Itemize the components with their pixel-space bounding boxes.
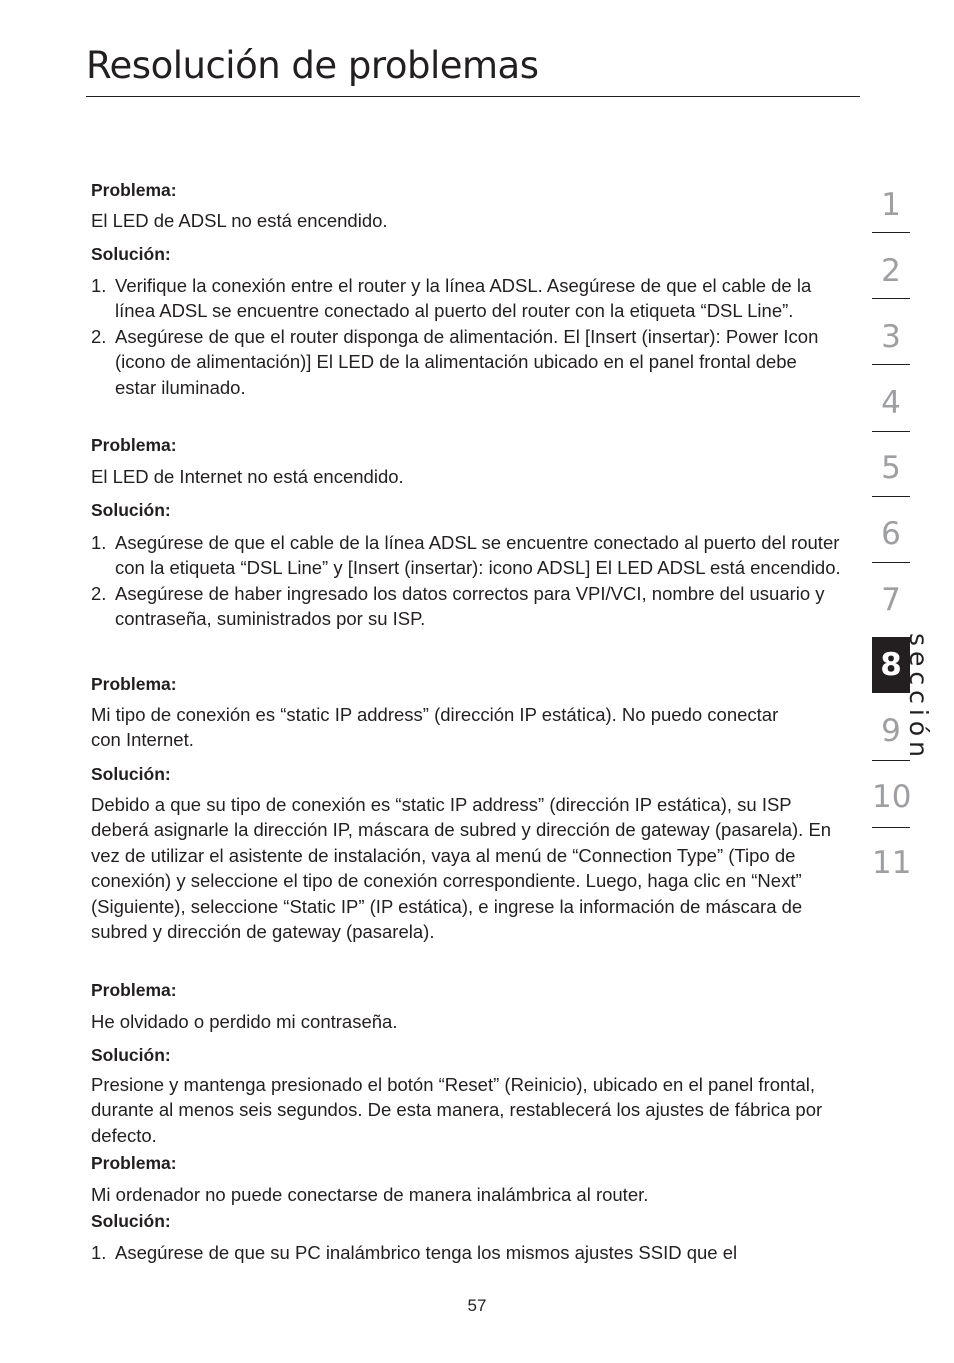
section-tab-1[interactable]: 1 [881,187,901,223]
problem-text: Mi ordenador no puede conectarse de manera inalámbrica al router. [91,1184,649,1205]
solution-list [91,530,851,632]
solution-label: Solución: [91,764,171,784]
solution-list [91,273,851,400]
list-item: 1. Verifique la conexión entre el router y la línea ADSL. Asegúrese de que el cable de la línea ADSL se encuentre conectado al puerto del router con la etiqueta “DSL Line”. [91,275,812,322]
section-tab-4[interactable]: 4 [881,385,901,421]
section-divider [872,562,910,563]
solution-label: Solución: [91,1045,171,1065]
problem-label: Problema: [91,180,177,200]
list-item: 1. Asegúrese de que su PC inalámbrico tenga los mismos ajustes SSID que el [91,1242,738,1263]
section-divider [872,298,910,299]
section-tab-11[interactable]: 11 [872,845,912,881]
problem-text: El LED de Internet no está encendido. [91,466,404,487]
solution-text: Debido a que su tipo de conexión es “static IP address” (dirección IP estática), su ISP deberá asignarle la dirección IP, máscara de subred y dirección de gateway (pasarela). En vez de utilizar el asistente de instalación, vaya al menú de “Connection Type” (Tipo de conexión) y seleccione el tipo de conexión correspondiente. Luego, haga clic en “Next” (Siguiente), seleccione “Static IP” (IP estática), e ingrese la información de máscara de subred y dirección de gateway (pasarela). [91,794,832,943]
section-divider [872,431,910,432]
list-item: 2. Asegúrese de haber ingresado los datos correctos para VPI/VCI, nombre del usuario y contraseña, suministrados por su ISP. [91,582,825,630]
solution-text: Presione y mantenga presionado el botón “Reset” (Reinicio), ubicado en el panel frontal, durante al menos seis segundos. De esta manera, restablecerá los ajustes de fábrica por defecto. [91,1074,823,1146]
section-divider [872,364,910,365]
solution-label: Solución: [91,244,171,264]
section-divider [872,827,910,828]
section-tab-3[interactable]: 3 [881,319,901,355]
section-label [904,633,950,762]
solution-list [91,1240,851,1265]
section-tab-5[interactable]: 5 [881,450,901,486]
list-item: 1. Asegúrese de que el cable de la línea ADSL se encuentre conectado al puerto del router con la etiqueta “DSL Line” y [Insert (insertar): icono ADSL] El LED ADSL está encendido. [91,532,841,579]
section-divider [872,232,910,233]
section-label-text: sección [904,633,933,762]
page-title: Resolución de problemas [86,44,539,87]
page-number: 57 [467,1296,487,1315]
section-divider [872,496,910,497]
problem-label: Problema: [91,980,177,1000]
problem-label: Problema: [91,674,177,694]
section-tab-2[interactable]: 2 [881,253,901,289]
title-divider [86,96,860,97]
section-tab-9[interactable]: 9 [881,713,901,749]
problem-label: Problema: [91,435,177,455]
solution-label: Solución: [91,1211,171,1231]
solution-label: Solución: [91,500,171,520]
problem-text: He olvidado o perdido mi contraseña. [91,1011,398,1032]
problem-label: Problema: [91,1153,177,1173]
section-tab-7[interactable]: 7 [881,582,901,618]
problem-text: El LED de ADSL no está encendido. [91,210,388,231]
problem-text: Mi tipo de conexión es “static IP address” (dirección IP estática). No puedo conectar con Internet. [91,704,779,751]
list-item: 2. Asegúrese de que el router disponga de alimentación. El [Insert (insertar): Power Icon (icono de alimentación)] El LED de la alimentación ubicado en el panel frontal debe estar iluminado. [91,325,819,398]
section-tab-8-active[interactable]: 8 [872,637,910,693]
section-tab-10[interactable]: 10 [872,779,912,815]
section-tab-6[interactable]: 6 [881,516,901,552]
